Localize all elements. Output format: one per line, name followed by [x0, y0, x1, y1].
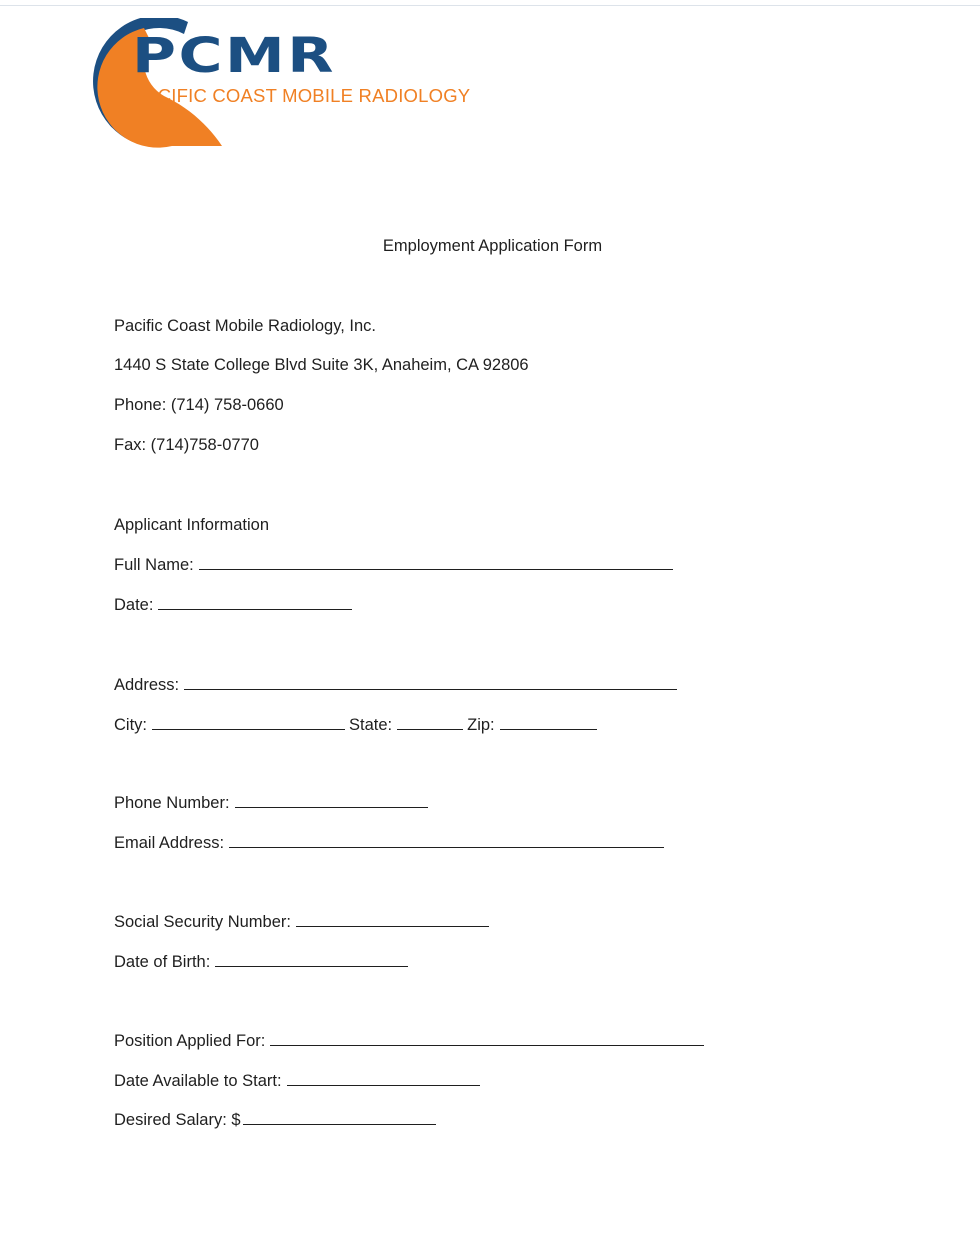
phone-number-label: Phone Number:	[114, 794, 230, 812]
date-available-row	[114, 1070, 480, 1091]
email-field[interactable]	[229, 832, 664, 848]
city-field[interactable]	[152, 714, 345, 730]
state-field[interactable]	[397, 714, 463, 730]
desired-salary-label: Desired Salary: $	[114, 1111, 241, 1129]
desired-salary-row	[114, 1109, 436, 1130]
full-name-label: Full Name:	[114, 556, 194, 574]
company-name: Pacific Coast Mobile Radiology, Inc.	[114, 317, 376, 335]
address-row	[114, 674, 677, 695]
position-label: Position Applied For:	[114, 1032, 266, 1050]
date-field[interactable]	[158, 594, 352, 610]
position-field[interactable]	[270, 1030, 704, 1046]
pcmr-logo	[60, 18, 480, 150]
ssn-label: Social Security Number:	[114, 913, 291, 931]
top-divider	[0, 5, 980, 6]
desired-salary-field[interactable]	[243, 1109, 436, 1125]
state-label: State:	[349, 716, 393, 734]
position-row	[114, 1030, 704, 1051]
ssn-row	[114, 911, 489, 932]
company-address: 1440 S State College Blvd Suite 3K, Anaheim, CA 92806	[114, 356, 529, 374]
full-name-field[interactable]	[199, 554, 673, 570]
date-available-label: Date Available to Start:	[114, 1072, 282, 1090]
phone-number-row	[114, 792, 428, 813]
logo-abbreviation: PCMR	[132, 28, 336, 84]
date-row	[114, 594, 352, 615]
email-label: Email Address:	[114, 834, 225, 852]
zip-field[interactable]	[500, 714, 597, 730]
company-fax: Fax: (714)758-0770	[114, 436, 259, 454]
date-of-birth-field[interactable]	[215, 951, 408, 967]
date-of-birth-row	[114, 951, 408, 972]
logo-company-name: PACIFIC COAST MOBILE RADIOLOGY	[134, 85, 471, 106]
full-name-row	[114, 554, 673, 575]
form-title: Employment Application Form	[382, 237, 603, 255]
address-field[interactable]	[184, 674, 677, 690]
company-phone: Phone: (714) 758-0660	[114, 396, 284, 414]
section-heading: Applicant Information	[114, 516, 270, 534]
date-label: Date:	[114, 596, 154, 614]
city-label: City:	[114, 716, 147, 734]
email-row	[114, 832, 664, 853]
address-label: Address:	[114, 676, 180, 694]
date-of-birth-label: Date of Birth:	[114, 953, 211, 971]
phone-number-field[interactable]	[235, 792, 428, 808]
city-state-zip-row	[114, 714, 597, 735]
date-available-field[interactable]	[287, 1070, 480, 1086]
ssn-field[interactable]	[296, 911, 489, 927]
zip-label: Zip:	[467, 716, 495, 734]
